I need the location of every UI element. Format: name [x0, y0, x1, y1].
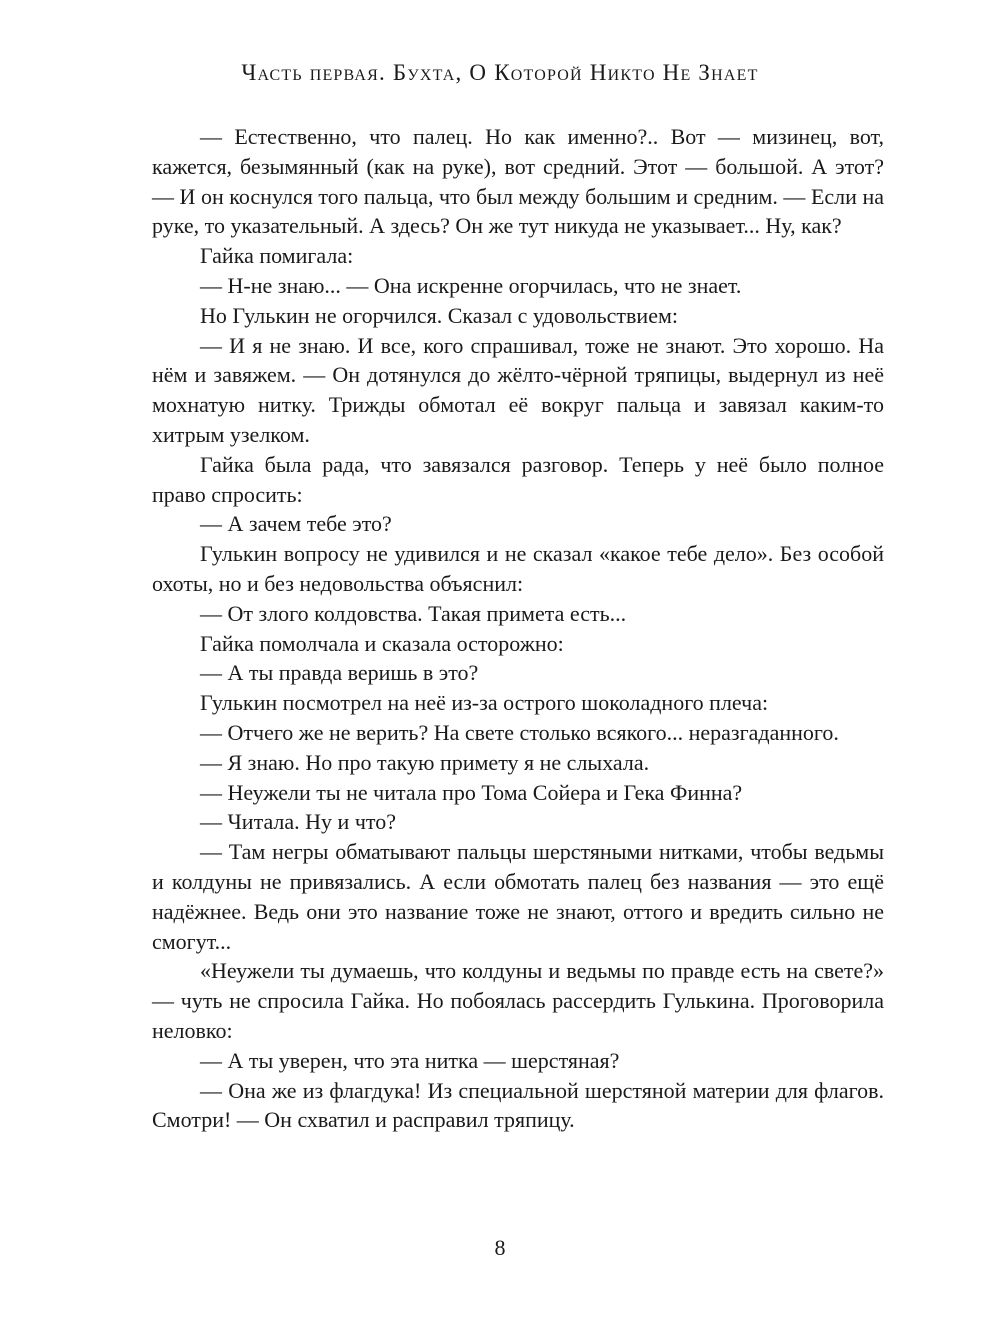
paragraph: Гулькин вопросу не удивился и не сказал «какое тебе дело». Без особой охоты, но и без недовольства объяснил: [152, 541, 884, 596]
paragraph: — От злого колдовства. Такая примета есть... [200, 600, 627, 626]
running-header: Часть первая. Бухта, О Которой Никто Не Знает [241, 60, 759, 85]
paragraph: — Естественно, что палец. Но как именно?.. Вот — мизинец, вот, кажется, безымянный (как на руке), вот средний. Этот — большой. А этот? — И он коснулся того пальца, что был между большим и средним. — Если на руке, то указательный. А здесь? Он же тут никуда не указывает... Ну, как? [152, 124, 884, 239]
paragraph: Но Гулькин не огорчился. Сказал с удовольствием: [200, 302, 679, 328]
paragraph: Гайка помигала: [200, 243, 354, 269]
paragraph: — И я не знаю. И все, кого спрашивал, тоже не знают. Это хорошо. На нём и завяжем. — Он дотянулся до жёлто-чёрной тряпицы, выдернул из неё мохнатую нитку. Трижды обмотал её вокруг пальца и завязал каким-то хитрым узелком. [152, 332, 884, 447]
paragraph: — Она же из флагдука! Из специальной шерстяной материи для флагов. Смотри! — Он схватил и расправил тряпицу. [152, 1077, 884, 1133]
paragraph: Гулькин посмотрел на неё из-за острого шоколадного плеча: [200, 690, 769, 716]
paragraph: Гайка помолчала и сказала осторожно: [200, 630, 564, 656]
paragraph: — А ты уверен, что эта нитка — шерстяная? [200, 1047, 620, 1073]
paragraph: — Неужели ты не читала про Тома Сойера и Гека Финна? [200, 779, 743, 805]
paragraph: — А ты правда веришь в это? [200, 660, 479, 686]
body-text [152, 122, 884, 1135]
page-number: 8 [494, 1235, 506, 1260]
paragraph: — Отчего же не верить? На свете столько всякого... неразгаданного. [200, 719, 839, 745]
paragraph: Гайка была рада, что завязался разговор. Теперь у неё было полное право спросить: [152, 451, 884, 507]
paragraph: — А зачем тебе это? [200, 511, 392, 537]
paragraph: — Я знаю. Но про такую примету я не слыхала. [200, 749, 650, 775]
paragraph: «Неужели ты думаешь, что колдуны и ведьмы по правде есть на свете?» — чуть не спросила Гайка. Но побоялась рассердить Гулькина. Проговорила неловко: [152, 958, 884, 1043]
paragraph: — Н-не знаю... — Она искренне огорчилась, что не знает. [200, 272, 742, 298]
paragraph: — Читала. Ну и что? [200, 809, 396, 835]
paragraph: — Там негры обматывают пальцы шерстяными нитками, чтобы ведьмы и колдуны не привязались. А если обмотать палец без названия — это ещё надёжнее. Ведь они это название тоже не знают, оттого и вредить сильно не смогут... [152, 839, 884, 954]
